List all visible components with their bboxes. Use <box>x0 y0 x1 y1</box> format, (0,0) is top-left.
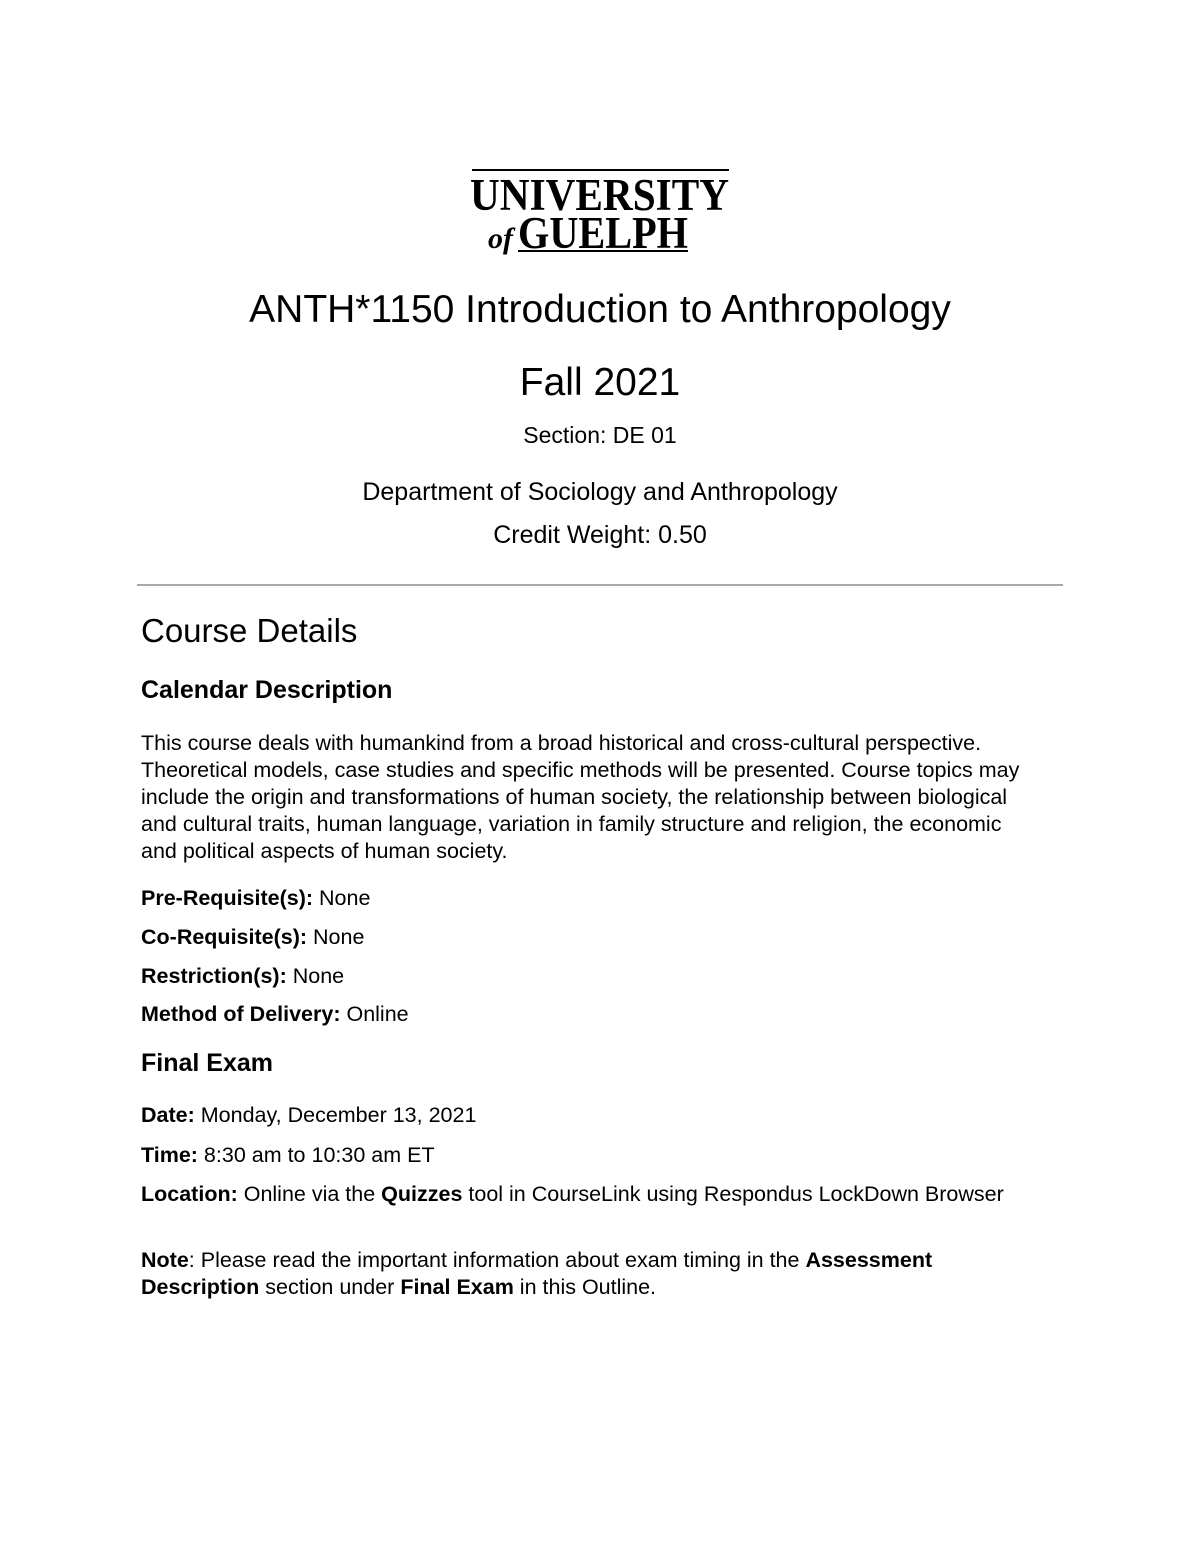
assessment-description-ref: Assessment Description <box>141 1248 933 1299</box>
exam-time-label: Time: <box>141 1143 198 1167</box>
exam-time <box>141 1142 1041 1169</box>
course-details-heading: Course Details <box>141 612 358 649</box>
exam-location <box>141 1181 1041 1208</box>
exam-date-value: Monday, December 13, 2021 <box>194 1103 477 1127</box>
exam-location-label: Location: <box>141 1182 238 1206</box>
exam-note <box>141 1247 1041 1301</box>
corequisites <box>141 924 1041 951</box>
logo-line-guelph: GUELPH <box>518 208 688 258</box>
prerequisites <box>141 885 1041 912</box>
final-exam-heading: Final Exam <box>141 1049 273 1077</box>
calendar-description-heading: Calendar Description <box>141 676 393 704</box>
restrictions-value: None <box>286 964 345 988</box>
method-of-delivery-value: Online <box>340 1002 409 1026</box>
credit-weight: Credit Weight: 0.50 <box>493 521 707 549</box>
exam-location-text-2: tool in CourseLink using Respondus LockDown Browser <box>462 1182 1004 1206</box>
exam-location-text-1: Online via the <box>237 1182 382 1206</box>
exam-note-label: Note <box>141 1248 189 1272</box>
prerequisites-label: Pre-Requisite(s): <box>141 886 314 910</box>
quizzes-tool-name: Quizzes <box>381 1182 463 1206</box>
section-divider <box>137 584 1063 586</box>
calendar-description-text: This course deals with humankind from a broad historical and cross-cultural perspective. Theoretical models, case studies and specific methods will be presented. Course topics may include the origin and transformations of human society, the relationship between biological and cultural traits, human language, variation in family structure and religion, the economic and political aspects of human society. <box>141 731 1020 863</box>
department: Department of Sociology and Anthropology <box>362 478 838 506</box>
term: Fall 2021 <box>519 361 681 404</box>
university-logo <box>470 168 732 260</box>
final-exam-ref: Final Exam <box>400 1275 514 1299</box>
logo-word-of: of <box>488 222 513 255</box>
corequisites-label: Co-Requisite(s): <box>141 925 308 949</box>
exam-date <box>141 1102 1041 1129</box>
prerequisites-value: None <box>313 886 371 910</box>
exam-note-text-1: : Please read the important information about exam timing in the <box>188 1248 806 1272</box>
section: Section: DE 01 <box>523 422 677 448</box>
method-of-delivery-label: Method of Delivery: <box>141 1002 341 1026</box>
exam-note-text-2: section under <box>259 1275 401 1299</box>
restrictions-label: Restriction(s): <box>141 964 287 988</box>
corequisites-value: None <box>307 925 365 949</box>
exam-time-value: 8:30 am to 10:30 am ET <box>197 1143 435 1167</box>
course-title: ANTH*1150 Introduction to Anthropology <box>249 288 951 331</box>
exam-date-label: Date: <box>141 1103 195 1127</box>
restrictions <box>141 963 1041 990</box>
logo-line-university: UNIVERSITY <box>470 170 729 220</box>
exam-note-text-3: in this Outline. <box>513 1275 657 1299</box>
method-of-delivery <box>141 1001 1041 1028</box>
